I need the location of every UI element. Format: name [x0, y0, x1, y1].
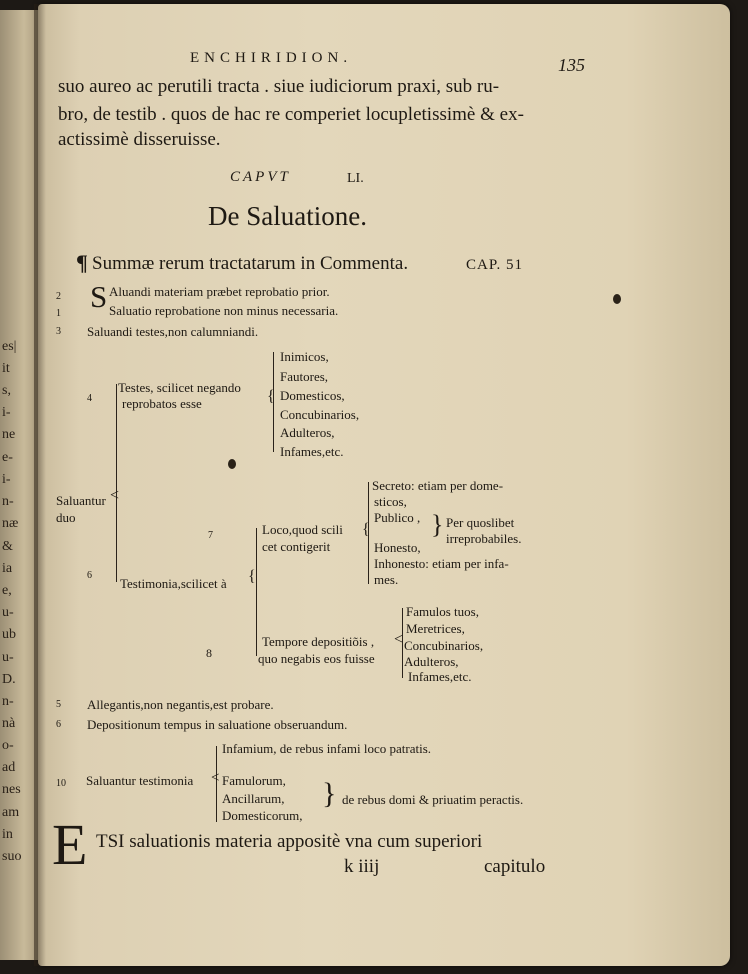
tree-root-line2: duo — [56, 510, 76, 525]
publico: Publico , — [374, 510, 421, 525]
loco-line1: Loco,quod scili — [262, 522, 343, 537]
facing-page-fragment: it — [2, 361, 10, 376]
intro-line-1: suo aureo ac perutili tracta . siue iudiciorum praxi, sub ru- — [58, 76, 500, 97]
tree2-list-item: Ancillarum, — [222, 791, 285, 806]
intro-line-2: bro, de testib . quos de hac re comperiet locupletissimè & ex- — [58, 104, 524, 125]
facing-page-fragment: u- — [2, 650, 14, 665]
facing-page-fragment: i- — [2, 405, 11, 420]
testes-brace-point: { — [267, 388, 275, 405]
tree2-close-brace: } — [322, 777, 337, 810]
facing-page-fragment: in — [2, 827, 13, 842]
facing-page-fragment: næ — [2, 516, 19, 531]
per-quoslibet-line1: Per quoslibet — [446, 515, 515, 530]
tree-root-line1: Saluantur — [56, 493, 106, 508]
caput-label: CAPVT — [230, 169, 291, 185]
tempore-brace-point: < — [394, 631, 404, 648]
facing-page-fragment: & — [2, 539, 13, 554]
running-head: ENCHIRIDION. — [190, 50, 353, 66]
facing-page-fragment: u- — [2, 605, 14, 620]
facing-page-fragment: n- — [2, 494, 14, 509]
testes-list-item: Infames,etc. — [280, 444, 344, 459]
facing-page-fragment: es| — [2, 339, 17, 354]
facing-page-fragment: n- — [2, 694, 14, 709]
per-quoslibet-line2: irreprobabiles. — [446, 531, 522, 546]
pilcrow-icon: ¶ — [76, 250, 88, 275]
testimonia-label: Testimonia,scilicet à — [120, 576, 227, 591]
item-number: 3 — [56, 326, 61, 337]
drop-initial-e: E — [52, 812, 88, 877]
item-number: 5 — [56, 699, 61, 710]
tree2-root: Saluantur testimonia — [86, 773, 194, 788]
loco-number: 7 — [208, 530, 213, 541]
page-number: 135 — [558, 55, 585, 75]
facing-page-fragment: ub — [2, 627, 16, 642]
honesto: Honesto, — [374, 540, 421, 555]
facing-page-fragment: D. — [2, 672, 16, 687]
drop-initial-s: S — [90, 279, 108, 314]
closing-line: TSI saluationis materia appositè vna cum superiori — [96, 831, 483, 852]
testes-line2: reprobatos esse — [122, 396, 202, 411]
testimonia-brace-point: { — [248, 568, 256, 585]
intro-line-3: actissimè disseruisse. — [58, 129, 221, 150]
facing-page-fragment: o- — [2, 738, 14, 753]
facing-page-fragment: ad — [2, 760, 16, 775]
testimonia-brace — [256, 528, 257, 656]
tempore-list-item: Famulos tuos, — [406, 604, 479, 619]
item-number: 1 — [56, 308, 61, 319]
tree2-domi: de rebus domi & priuatim peractis. — [342, 792, 524, 807]
summary-item: Aluandi materiam præbet reprobatio prior. — [109, 284, 330, 299]
chapter-title: De Saluatione. — [208, 201, 367, 231]
facing-page-fragment: suo — [2, 849, 22, 864]
facing-page-fragment: e, — [2, 583, 12, 598]
summary-item: Saluatio reprobatione non minus necessaria. — [109, 303, 339, 318]
facing-page-fragment: ia — [2, 561, 13, 576]
facing-page-fragment: am — [2, 805, 20, 820]
facing-page-fragment: e- — [2, 450, 13, 465]
testes-list-item: Domesticos, — [280, 388, 345, 403]
summary-item: Depositionum tempus in saluatione obseruandum. — [87, 717, 348, 732]
inhonesto-line1: Inhonesto: etiam per infa- — [374, 556, 509, 571]
testes-line1: Testes, scilicet negando — [118, 380, 241, 395]
gutter-shadow — [34, 4, 46, 966]
infamium: Infamium, de rebus infami loco patratis. — [222, 741, 432, 756]
summary-item: Saluandi testes,non calumniandi. — [87, 324, 259, 339]
tempore-line2: quo negabis eos fuisse — [258, 651, 375, 666]
ink-spot — [613, 294, 621, 304]
item-number: 6 — [56, 719, 61, 730]
tempore-list-item: Meretrices, — [406, 621, 465, 636]
book-page — [38, 4, 730, 966]
signature-mark: k iiij — [344, 856, 380, 877]
summary-item: Allegantis,non negantis,est probare. — [87, 697, 274, 712]
root-brace-point: < — [110, 487, 120, 504]
facing-page-fragment: s, — [2, 383, 11, 398]
tree2-list-item: Domesticorum, — [222, 808, 303, 823]
tempore-line1: Tempore depositiõis , — [262, 634, 375, 649]
tree2-list-item: Famulorum, — [222, 773, 286, 788]
tree2-number: 10 — [56, 778, 66, 789]
secreto-line2: sticos, — [374, 494, 407, 509]
testes-list-item: Fautores, — [280, 369, 329, 384]
ink-spot — [228, 459, 236, 469]
loco-brace-point: { — [362, 521, 370, 538]
facing-page-fragment: i- — [2, 472, 11, 487]
tempore-list-item: Concubinarios, — [404, 638, 484, 653]
facing-page-fragment: nes — [2, 782, 21, 797]
tempore-list-item: Infames,etc. — [408, 669, 472, 684]
facing-page-fragment: nà — [2, 716, 16, 731]
item-number: 2 — [56, 291, 61, 302]
root-brace — [116, 384, 117, 582]
testes-list-item: Adulteros, — [280, 425, 335, 440]
summary-cap: CAP. 51 — [466, 257, 524, 273]
summary-heading: Summæ rerum tractatarum in Commenta. — [92, 253, 409, 274]
testes-list-item: Concubinarios, — [280, 407, 360, 422]
facing-page-fragment: ne — [2, 427, 16, 442]
caput-number: LI. — [347, 171, 364, 186]
publico-honesto-brace: } — [431, 510, 444, 539]
secreto-line1: Secreto: etiam per dome- — [372, 478, 504, 493]
testes-list-item: Inimicos, — [280, 349, 329, 364]
catchword: capitulo — [484, 856, 546, 877]
tempore-number: 8 — [206, 646, 212, 660]
tempore-list-item: Adulteros, — [404, 654, 459, 669]
inhonesto-line2: mes. — [374, 572, 399, 587]
loco-line2: cet contigerit — [262, 539, 331, 554]
testes-number: 4 — [87, 393, 92, 404]
testimonia-number: 6 — [87, 570, 92, 581]
tree2-brace-point: < — [211, 770, 220, 786]
